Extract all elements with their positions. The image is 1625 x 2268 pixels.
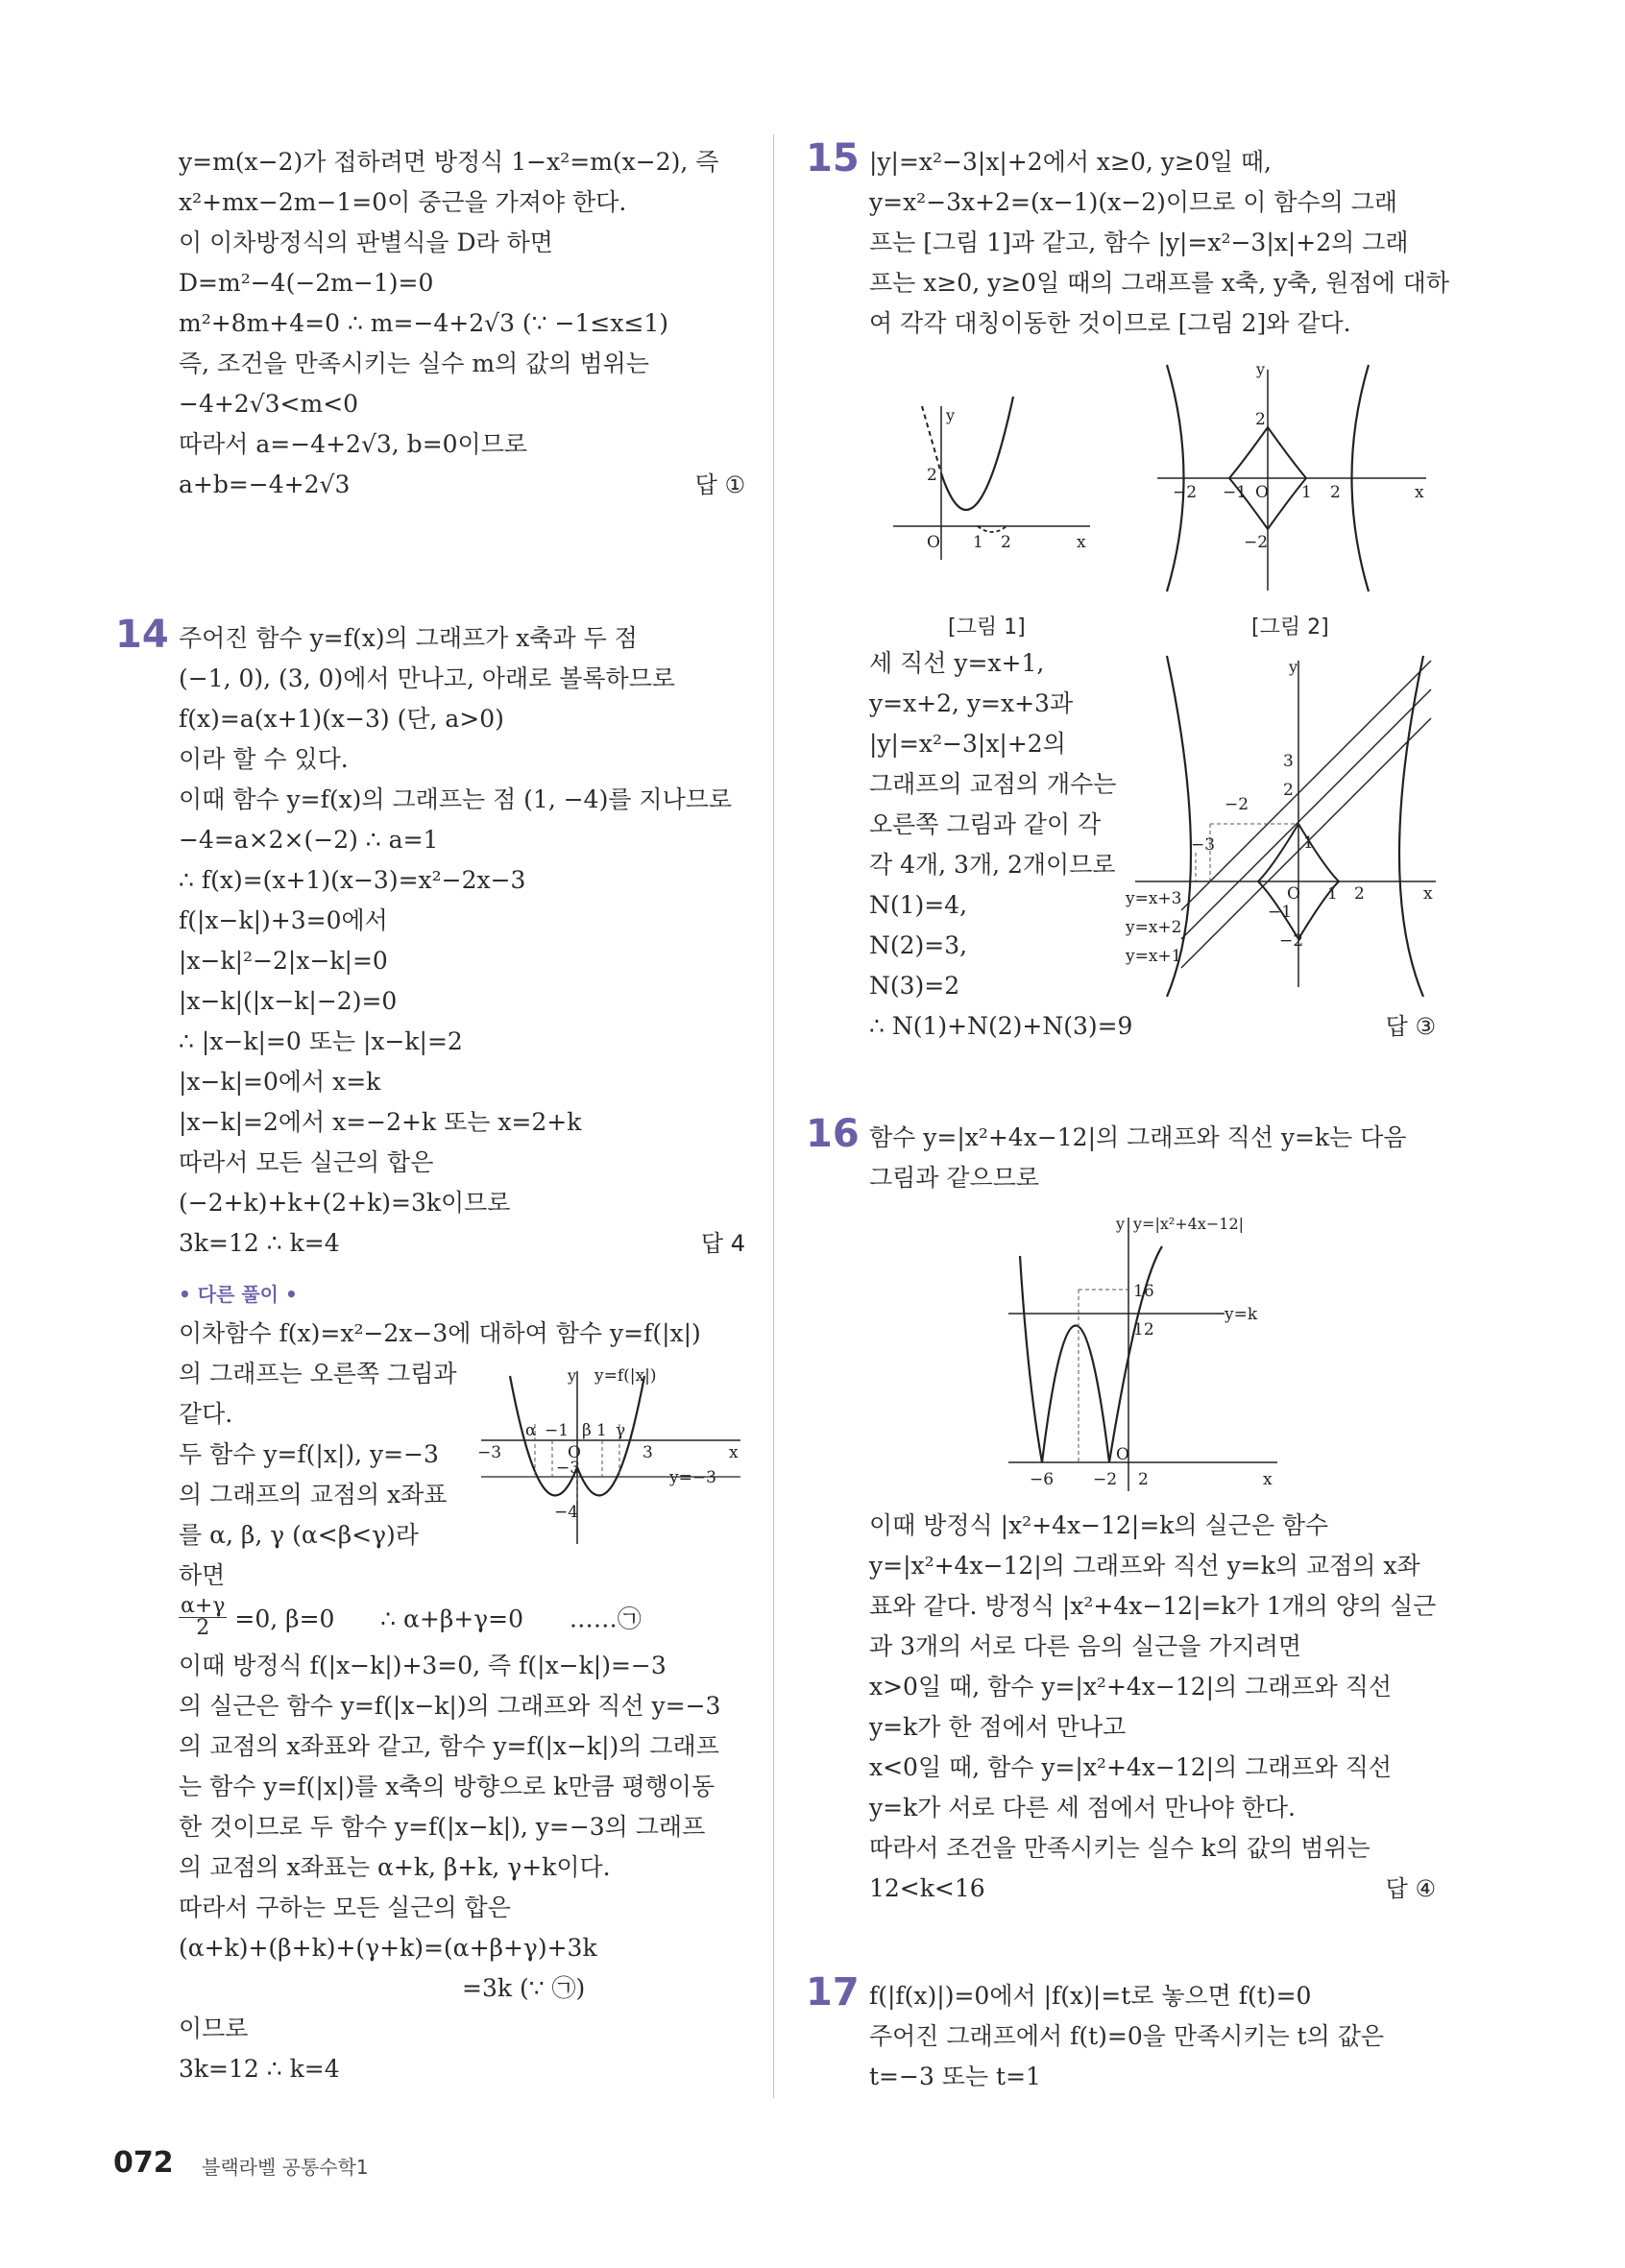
text-line xyxy=(179,465,745,505)
axis-label-y: y xyxy=(568,1366,577,1385)
text-line: 각 4개, 3개, 2개이므로 xyxy=(869,851,1116,879)
problem-number-17: 17 xyxy=(806,1970,860,2015)
origin-label: O xyxy=(1255,483,1269,502)
text-line: 주어진 함수 y=f(x)의 그래프가 x축과 두 점 xyxy=(179,624,638,652)
label-neg3-x: −3 xyxy=(477,1443,502,1462)
label-1-x: 1 xyxy=(1327,884,1338,904)
text-line: 를 α, β, γ (α<β<γ)라 xyxy=(179,1521,419,1549)
label-neg2-x: −2 xyxy=(1173,483,1198,502)
final-expression: a+b=−4+2√3 xyxy=(179,470,351,498)
line-label: y=−3 xyxy=(669,1468,716,1487)
label-2-x: 2 xyxy=(1330,483,1341,502)
axis-label-y: y xyxy=(1116,1215,1126,1233)
text-line: N(1)=4, xyxy=(869,891,968,919)
text-line xyxy=(869,1869,1436,1909)
problem-number-14: 14 xyxy=(115,613,169,657)
text-line: f(x)=a(x+1)(x−3) (단, a>0) xyxy=(179,705,504,733)
axis-label-y: y xyxy=(946,406,956,424)
alt-solution-title: • 다른 풀이 • xyxy=(179,1283,298,1306)
text-line: 오른쪽 그림과 같이 각 xyxy=(869,810,1102,838)
solution-13-tail xyxy=(179,142,745,505)
text-line: =3k (∵ ㉠) xyxy=(462,1974,586,2002)
graph-f-abs-x xyxy=(472,1362,750,1544)
solution-14 xyxy=(179,618,745,2089)
label-1-y: 1 xyxy=(1303,833,1314,853)
text-line: f(|x−k|)+3=0에서 xyxy=(179,906,388,934)
text-line: 그림과 같으므로 xyxy=(869,1164,1039,1192)
figure-4 xyxy=(1008,1208,1297,1496)
label-1: 1 xyxy=(1301,483,1312,502)
label-3: 3 xyxy=(643,1443,653,1462)
text-line: t=−3 또는 t=1 xyxy=(869,2063,1041,2090)
text-line: 프는 x≥0, y≥0일 때의 그래프를 x축, y축, 원점에 대하 xyxy=(869,269,1449,297)
text-line: ∴ |x−k|=0 또는 |x−k|=2 xyxy=(179,1027,463,1055)
label-neg2-x: −2 xyxy=(1225,795,1249,814)
label-neg1: −1 xyxy=(1223,483,1248,502)
text-line: 이때 방정식 |x²+4x−12|=k의 실근은 함수 xyxy=(869,1511,1329,1539)
text-line: 의 그래프는 오른쪽 그림과 xyxy=(179,1360,457,1387)
page-number: 072 xyxy=(113,2146,174,2180)
curve-label: y=|x²+4x−12| xyxy=(1133,1215,1245,1233)
axis-label-x: x xyxy=(1423,884,1433,904)
axis-label-y: y xyxy=(1289,658,1298,676)
text-line: 따라서 모든 실근의 합은 xyxy=(179,1148,434,1176)
text-line: 한 것이므로 두 함수 y=f(|x−k|), y=−3의 그래프 xyxy=(179,1813,706,1841)
label-2: 2 xyxy=(1138,1470,1149,1489)
label-2-x: 2 xyxy=(1354,884,1365,904)
text-line: 같다. xyxy=(179,1400,233,1428)
label-neg6: −6 xyxy=(1030,1470,1055,1489)
text-line: 의 교점의 x좌표와 같고, 함수 y=f(|x−k|)의 그래프 xyxy=(179,1732,719,1760)
column-divider xyxy=(773,134,774,2098)
line-label-x1: y=x+1 xyxy=(1126,947,1182,966)
figure-2-caption: [그림 2] xyxy=(1251,615,1329,639)
answer-badge: 답 ④ xyxy=(1385,1875,1436,1902)
figure-1-caption: [그림 1] xyxy=(948,615,1026,639)
text-line: 세 직선 y=x+1, xyxy=(869,649,1045,677)
axis-label-x: x xyxy=(1263,1470,1273,1489)
text-line: 이때 함수 y=f(x)의 그래프는 점 (1, −4)를 지나므로 xyxy=(179,785,733,813)
text-line: 이차함수 f(x)=x²−2x−3에 대하여 함수 y=f(|x|) xyxy=(179,1319,701,1347)
alt-equation xyxy=(179,1596,745,1646)
text-line: |x−k|²−2|x−k|=0 xyxy=(179,947,388,975)
label-2-y: 2 xyxy=(1255,410,1266,429)
label-2-x: 2 xyxy=(1001,533,1011,552)
text-line: |x−k|=0에서 x=k xyxy=(179,1068,381,1096)
text-line: y=m(x−2)가 접하려면 방정식 1−x²=m(x−2), 즉 xyxy=(179,148,719,176)
text-line: −4=a×2×(−2) ∴ a=1 xyxy=(179,826,439,854)
final-expression: 3k=12 ∴ k=4 xyxy=(179,1229,340,1257)
label-beta: β xyxy=(582,1421,592,1440)
figure-1 xyxy=(888,392,1100,574)
final-expression: 12<k<16 xyxy=(869,1874,985,1902)
text-line: y=x+2, y=x+3과 xyxy=(869,689,1074,717)
text-line xyxy=(179,1223,745,1264)
text-line: 과 3개의 서로 다른 음의 실근을 가지려면 xyxy=(869,1632,1301,1660)
label-3-y: 3 xyxy=(1283,752,1294,771)
solution-16 xyxy=(869,1118,1436,1198)
text-line: y=|x²+4x−12|의 그래프와 직선 y=k의 교점의 x좌 xyxy=(869,1552,1420,1580)
axis-label-x: x xyxy=(1415,483,1424,502)
text-line: 표와 같다. 방정식 |x²+4x−12|=k가 1개의 양의 실근 xyxy=(869,1592,1437,1620)
right-column xyxy=(806,136,1449,2090)
label-2-y: 2 xyxy=(1283,781,1294,800)
text-line: (−2+k)+k+(2+k)=3k이므로 xyxy=(179,1189,511,1217)
solution-17 xyxy=(869,1976,1436,2097)
text-line: 3k=12 ∴ k=4 xyxy=(179,2055,340,2083)
label-gamma: γ xyxy=(616,1421,626,1440)
line-label: y=k xyxy=(1225,1305,1258,1324)
label-neg3-x: −3 xyxy=(1191,835,1216,855)
text-line: 의 실근은 함수 y=f(|x−k|)의 그래프와 직선 y=−3 xyxy=(179,1692,721,1720)
line-label-x3: y=x+3 xyxy=(1126,889,1182,908)
answer-badge: 답 ③ xyxy=(1385,1013,1436,1040)
curve-label: y=f(|x|) xyxy=(594,1366,657,1386)
solution-16-part-2 xyxy=(869,1506,1436,1909)
label-neg2: −2 xyxy=(1093,1470,1118,1489)
solution-15 xyxy=(869,142,1449,344)
text-line: 그래프의 교점의 개수는 xyxy=(869,770,1117,798)
fraction xyxy=(179,1596,227,1639)
label-alpha: α xyxy=(525,1421,537,1440)
final-expression: ∴ N(1)+N(2)+N(3)=9 xyxy=(869,1012,1133,1040)
label-2-y: 2 xyxy=(927,466,937,485)
text-line: 의 그래프의 교점의 x좌표 xyxy=(179,1481,448,1508)
text-line: 프는 [그림 1]과 같고, 함수 |y|=x²−3|x|+2의 그래 xyxy=(869,229,1409,256)
text-line: 의 교점의 x좌표는 α+k, β+k, γ+k이다. xyxy=(179,1853,611,1881)
label-neg1-y: −1 xyxy=(1268,903,1293,922)
text-line: |x−k|(|x−k|−2)=0 xyxy=(179,987,398,1015)
text-line: 이므로 xyxy=(179,2015,249,2042)
text-line: 함수 y=|x²+4x−12|의 그래프와 직선 y=k는 다음 xyxy=(869,1123,1407,1151)
text-line: f(|f(x)|)=0에서 |f(x)|=t로 놓으면 f(t)=0 xyxy=(869,1982,1312,2010)
text-line: (α+k)+(β+k)+(γ+k)=(α+β+γ)+3k xyxy=(179,1934,597,1962)
text-line: 하면 xyxy=(179,1561,226,1589)
text-line: 여 각각 대칭이동한 것이므로 [그림 2]와 같다. xyxy=(869,309,1351,337)
text-line: 따라서 a=−4+2√3, b=0이므로 xyxy=(179,430,527,458)
text-line: 두 함수 y=f(|x|), y=−3 xyxy=(179,1440,439,1468)
axis-label-x: x xyxy=(729,1443,739,1462)
problem-number-15: 15 xyxy=(806,136,860,181)
line-label-x2: y=x+2 xyxy=(1126,918,1182,937)
figure-2 xyxy=(1148,355,1436,595)
book-title: 블랙라벨 공통수학1 xyxy=(202,2156,369,2179)
text-line: 이라 할 수 있다. xyxy=(179,745,349,773)
label-1: 1 xyxy=(973,533,983,552)
text-line: 이 이차방정식의 판별식을 D라 하면 xyxy=(179,229,553,256)
axis-label-x: x xyxy=(1077,533,1086,552)
text-line: 따라서 구하는 모든 실근의 합은 xyxy=(179,1894,511,1921)
label-16: 16 xyxy=(1133,1282,1154,1301)
origin-label: O xyxy=(568,1443,581,1462)
text-line: −4+2√3<m<0 xyxy=(179,390,359,418)
label-neg2-y: −2 xyxy=(1244,533,1269,552)
origin-label: O xyxy=(1287,884,1300,904)
text-line: y=k가 서로 다른 세 점에서 만나야 한다. xyxy=(869,1794,1296,1822)
label-neg2-y: −2 xyxy=(1279,931,1304,951)
text-line: (−1, 0), (3, 0)에서 만나고, 아래로 볼록하므로 xyxy=(179,664,676,692)
label-1: 1 xyxy=(596,1421,607,1440)
text-line: |y|=x²−3|x|+2에서 x≥0, y≥0일 때, xyxy=(869,148,1272,176)
figure-3 xyxy=(1124,651,1441,997)
text-line: 는 함수 y=f(|x|)를 x축의 방향으로 k만큼 평행이동 xyxy=(179,1773,715,1800)
text-line: x>0일 때, 함수 y=|x²+4x−12|의 그래프와 직선 xyxy=(869,1673,1393,1701)
text-line: N(2)=3, xyxy=(869,931,968,959)
text-line: 즉, 조건을 만족시키는 실수 m의 값의 범위는 xyxy=(179,350,649,377)
text-line: y=x²−3x+2=(x−1)(x−2)이므로 이 함수의 그래 xyxy=(869,188,1398,216)
fraction-denominator: 2 xyxy=(196,1616,210,1640)
equation-rest: =0, β=0 ∴ α+β+γ=0 ……㉠ xyxy=(234,1604,642,1633)
text-line: x<0일 때, 함수 y=|x²+4x−12|의 그래프와 직선 xyxy=(869,1753,1393,1781)
fraction-numerator: α+γ xyxy=(181,1594,226,1618)
answer-badge: 답 4 xyxy=(700,1230,745,1257)
text-line xyxy=(869,1006,1436,1047)
axis-label-y: y xyxy=(1256,360,1266,378)
text-line: 주어진 그래프에서 f(t)=0을 만족시키는 t의 값은 xyxy=(869,2022,1384,2050)
text-line: |x−k|=2에서 x=−2+k 또는 x=2+k xyxy=(179,1108,582,1136)
text-line: x²+mx−2m−1=0이 중근을 가져야 한다. xyxy=(179,188,627,216)
text-line: 이때 방정식 f(|x−k|)+3=0, 즉 f(|x−k|)=−3 xyxy=(179,1652,667,1679)
label-12: 12 xyxy=(1133,1320,1154,1339)
label-neg3-y: −3 xyxy=(556,1459,581,1478)
text-line: D=m²−4(−2m−1)=0 xyxy=(179,269,434,297)
answer-badge: 답 ① xyxy=(694,471,745,498)
label-neg4: −4 xyxy=(554,1503,579,1522)
origin-label: O xyxy=(1116,1445,1129,1464)
text-line: ∴ f(x)=(x+1)(x−3)=x²−2x−3 xyxy=(179,866,526,894)
origin-label: O xyxy=(927,533,940,552)
text-line: y=k가 한 점에서 만나고 xyxy=(869,1713,1127,1741)
text-line: 따라서 조건을 만족시키는 실수 k의 값의 범위는 xyxy=(869,1834,1370,1862)
problem-number-16: 16 xyxy=(806,1112,860,1156)
text-line: m²+8m+4=0 ∴ m=−4+2√3 (∵ −1≤x≤1) xyxy=(179,309,669,337)
text-line: |y|=x²−3|x|+2의 xyxy=(869,730,1066,758)
label-neg1: −1 xyxy=(545,1421,570,1440)
text-line: N(3)=2 xyxy=(869,972,960,1000)
